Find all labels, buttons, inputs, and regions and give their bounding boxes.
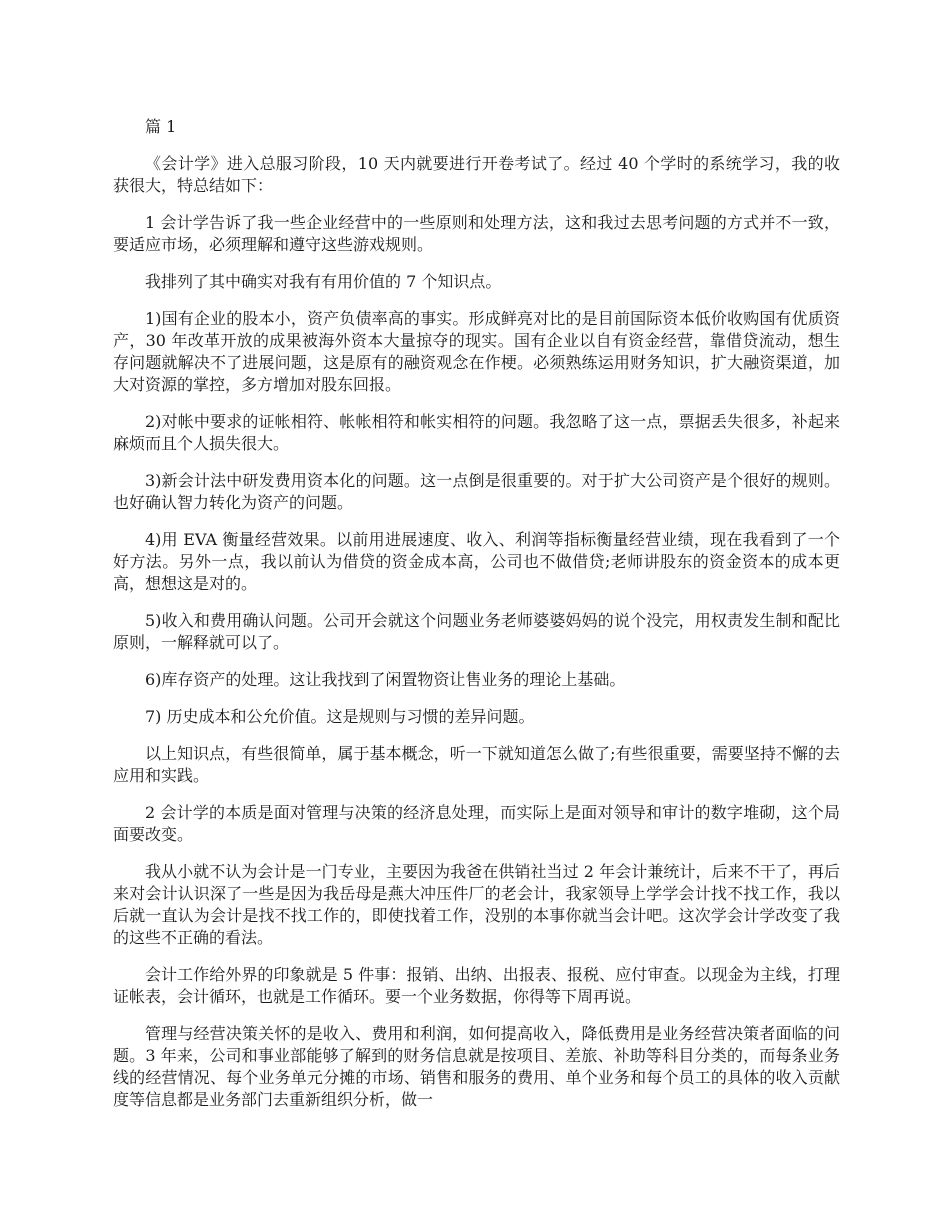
paragraph-15: 管理与经营决策关怀的是收入、费用和利润，如何提高收入，降低费用是业务经营决策者面临的问题。3 年来，公司和事业部能够了解到的财务信息就是按项目、差旅、补助等科目分类的，而每条业务线的经营情况、每个业务单元分摊的市场、销售和服务的费用、单个业务和每个员工的具体的收入贡献度等信息都是业务部门去重新组织分析，做一 xyxy=(113,1024,840,1109)
paragraph-5: 2)对帐中要求的证帐相符、帐帐相符和帐实相符的问题。我忽略了这一点，票据丢失很多，补起来麻烦而且个人损失很大。 xyxy=(113,412,840,453)
paragraph-13: 我从小就不认为会计是一门专业，主要因为我爸在供销社当过 2 年会计兼统计，后来不干了，再后来对会计认识深了一些是因为我岳母是燕大冲压件厂的老会计，我家领导上学学会计找不找工作，我以后就一直认为会计是找不找工作的，即使找着工作，没别的本事你就当会计吧。这次学会计学改变了我的这些不正确的看法。 xyxy=(113,862,840,947)
document-body xyxy=(113,116,840,1222)
paragraph-9: 6)库存资产的处理。这让我找到了闲置物资让售业务的理论上基础。 xyxy=(145,670,626,689)
paragraph-3: 我排列了其中确实对我有有用价值的 7 个知识点。 xyxy=(145,272,502,291)
section-heading: 篇 1 xyxy=(145,117,177,136)
paragraph-2: 1 会计学告诉了我一些企业经营中的一些原则和处理方法，这和我过去思考问题的方式并不一致，要适应市场，必须理解和遵守这些游戏规则。 xyxy=(113,213,840,254)
paragraph-14: 会计工作给外界的印象就是 5 件事：报销、出纳、出报表、报税、应付审查。以现金为主线，打理证帐表，会计循环，也就是工作循环。要一个业务数据，你得等下周再说。 xyxy=(113,965,840,1006)
paragraph-8: 5)收入和费用确认问题。公司开会就这个问题业务老师婆婆妈妈的说个没完，用权责发生制和配比原则，一解释就可以了。 xyxy=(113,611,840,652)
paragraph-6: 3)新会计法中研发费用资本化的问题。这一点倒是很重要的。对于扩大公司资产是个很好的规则。也好确认智力转化为资产的问题。 xyxy=(113,471,840,512)
paragraph-4: 1)国有企业的股本小，资产负债率高的事实。形成鲜亮对比的是目前国际资本低价收购国有优质资产，30 年改革开放的成果被海外资本大量掠夺的现实。国有企业以自有资金经营，靠借贷流动，想生存问题就解决不了进展问题，这是原有的融资观念在作梗。必须熟练运用财务知识，扩大融资渠道，加大对资源的掌控，多方增加对股东回报。 xyxy=(113,309,840,394)
paragraph-1: 《会计学》进入总服习阶段，10 天内就要进行开卷考试了。经过 40 个学时的系统学习，我的收获很大，特总结如下： xyxy=(113,154,840,195)
paragraph-12: 2 会计学的本质是面对管理与决策的经济息处理，而实际上是面对领导和审计的数字堆砌，这个局面要改变。 xyxy=(113,803,840,844)
paragraph-7: 4)用 EVA 衡量经营效果。以前用进展速度、收入、利润等指标衡量经营业绩，现在我看到了一个好方法。另外一点，我以前认为借贷的资金成本高，公司也不做借贷;老师讲股东的资金资本的成本更高，想想这是对的。 xyxy=(113,530,840,593)
paragraph-10: 7) 历史成本和公允价值。这是规则与习惯的差异问题。 xyxy=(145,707,535,726)
paragraph-11: 以上知识点，有些很简单，属于基本概念，听一下就知道怎么做了;有些很重要，需要坚持不懈的去应用和实践。 xyxy=(113,744,840,785)
